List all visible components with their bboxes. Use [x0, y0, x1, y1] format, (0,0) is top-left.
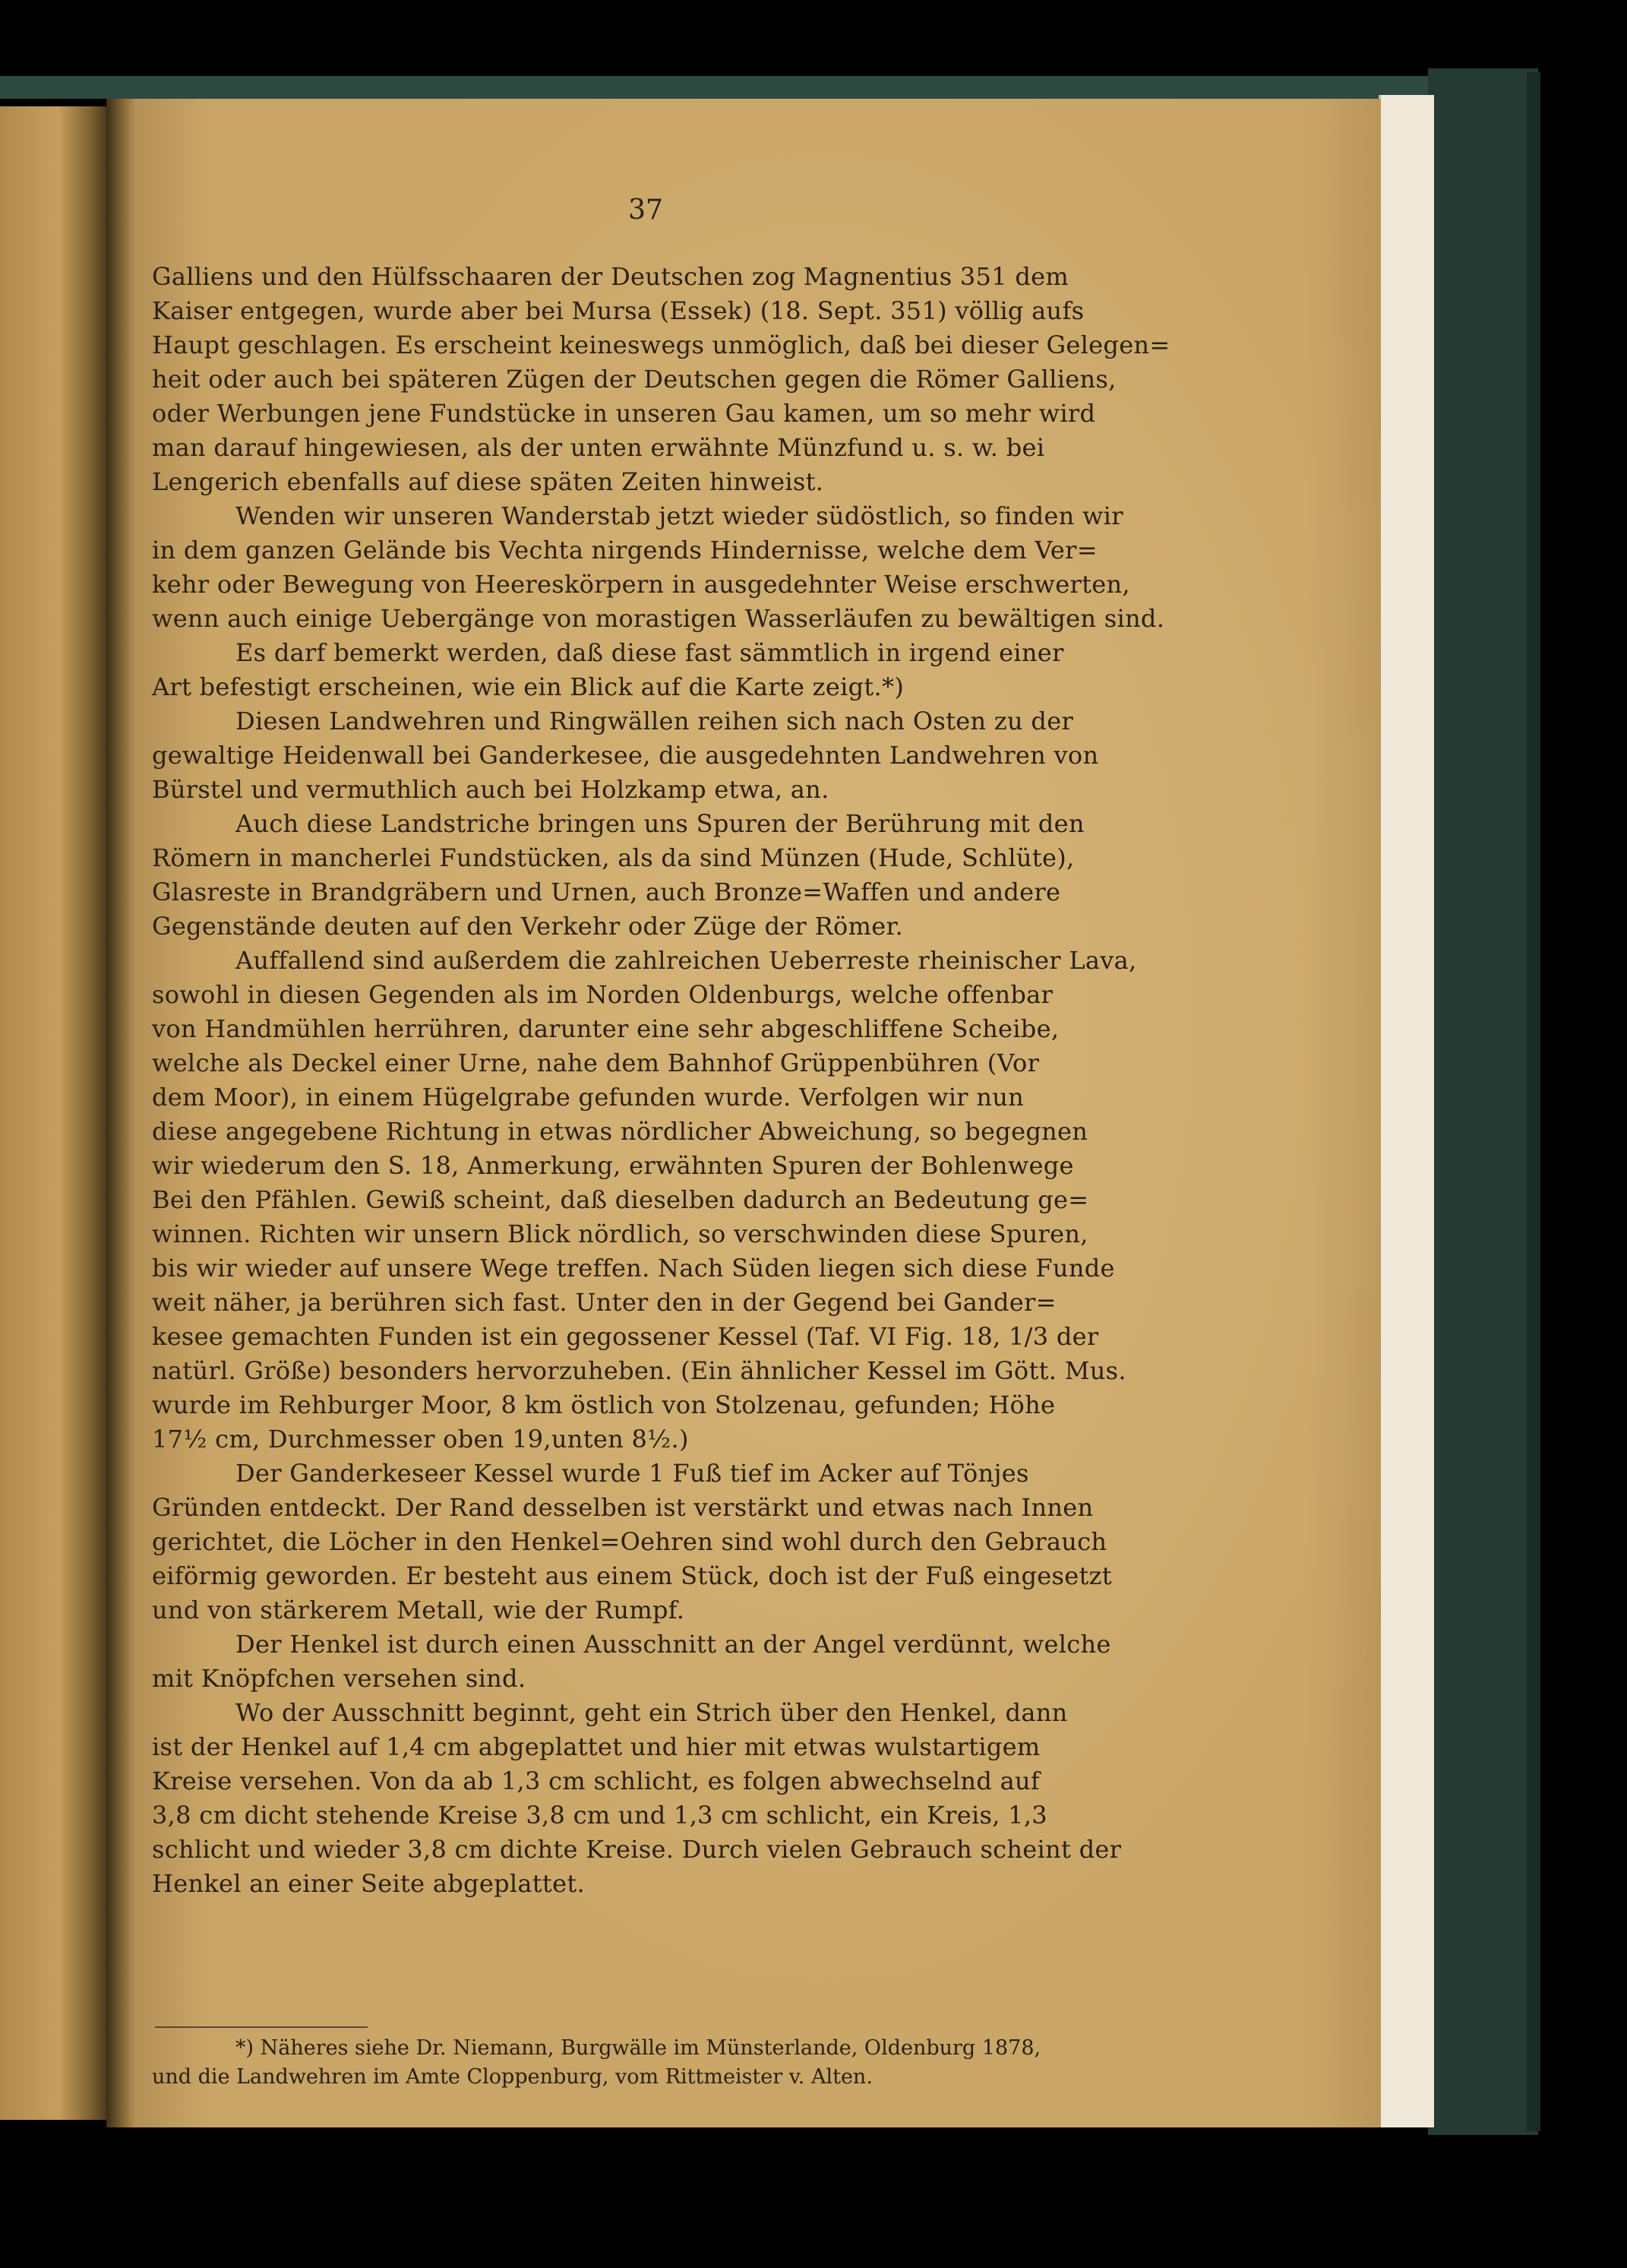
text-line: gewaltige Heidenwall bei Ganderkesee, die ausgedehnten Landwehren von	[152, 741, 1099, 770]
text-line: in dem ganzen Gelände bis Vechta nirgends Hindernisse, welche dem Ver=	[152, 536, 1098, 565]
page-block-edge	[1379, 95, 1434, 2127]
text-line: schlicht und wieder 3,8 cm dichte Kreise. Durch vielen Gebrauch scheint der	[152, 1835, 1122, 1864]
text-line: winnen. Richten wir unsern Blick nördlich, so verschwinden diese Spuren,	[152, 1219, 1088, 1248]
text-line: sowohl in diesen Gegenden als im Norden Oldenburgs, welche offenbar	[152, 980, 1054, 1009]
facing-page-left	[0, 106, 106, 2120]
text-line: natürl. Größe) besonders hervorzuheben. (Ein ähnlicher Kessel im Gött. Mus.	[152, 1356, 1126, 1385]
text-line: Auch diese Landstriche bringen uns Spuren der Berührung mit den	[235, 809, 1085, 838]
text-line: gerichtet, die Löcher in den Henkel=Oehren sind wohl durch den Gebrauch	[152, 1527, 1107, 1556]
text-line: oder Werbungen jene Fundstücke in unseren Gau kamen, um so mehr wird	[152, 399, 1096, 428]
text-line: Art befestigt erscheinen, wie ein Blick auf die Karte zeigt.*)	[152, 672, 905, 701]
text-line: Gründen entdeckt. Der Rand desselben ist verstärkt und etwas nach Innen	[152, 1493, 1094, 1522]
text-line: kehr oder Bewegung von Heereskörpern in ausgedehnter Weise erschwerten,	[152, 570, 1130, 599]
text-line: Römern in mancherlei Fundstücken, als da sind Münzen (Hude, Schlüte),	[152, 843, 1075, 872]
text-line: eiförmig geworden. Er besteht aus einem Stück, doch ist der Fuß eingesetzt	[152, 1561, 1112, 1590]
text-line: Auffallend sind außerdem die zahlreichen Ueberreste rheinischer Lava,	[235, 946, 1137, 975]
text-line: Glasreste in Brandgräbern und Urnen, auch Bronze=Waffen und andere	[152, 878, 1061, 906]
text-line: dem Moor), in einem Hügelgrabe gefunden wurde. Verfolgen wir nun	[152, 1083, 1025, 1112]
text-line: wir wiederum den S. 18, Anmerkung, erwähnten Spuren der Bohlenwege	[152, 1151, 1074, 1180]
book-cover-top-edge	[0, 76, 1466, 99]
text-line: Der Henkel ist durch einen Ausschnitt an der Angel verdünnt, welche	[235, 1630, 1111, 1659]
footnote-line: und die Landwehren im Amte Cloppenburg, vom Rittmeister v. Alten.	[152, 2065, 873, 2089]
text-line: Wo der Ausschnitt beginnt, geht ein Strich über den Henkel, dann	[235, 1698, 1068, 1727]
book-page	[135, 99, 1381, 2127]
book-cover-right-edge	[1428, 68, 1538, 2135]
text-line: von Handmühlen herrühren, darunter eine sehr abgeschliffene Scheibe,	[152, 1014, 1060, 1043]
text-line: Henkel an einer Seite abgeplattet.	[152, 1869, 585, 1898]
text-line: wenn auch einige Uebergänge von morastigen Wasserläufen zu bewältigen sind.	[152, 604, 1165, 633]
text-line: diese angegebene Richtung in etwas nördlicher Abweichung, so begegnen	[152, 1117, 1088, 1146]
text-line: Kaiser entgegen, wurde aber bei Mursa (Essek) (18. Sept. 351) völlig aufs	[152, 296, 1085, 325]
text-line: Haupt geschlagen. Es erscheint keineswegs unmöglich, daß bei dieser Gelegen=	[152, 331, 1170, 359]
text-line: Galliens und den Hülfsschaaren der Deutschen zog Magnentius 351 dem	[152, 262, 1069, 291]
text-line: 17½ cm, Durchmesser oben 19,unten 8½.)	[152, 1425, 689, 1453]
text-line: Diesen Landwehren und Ringwällen reihen sich nach Osten zu der	[235, 707, 1074, 735]
text-line: welche als Deckel einer Urne, nahe dem Bahnhof Grüppenbühren (Vor	[152, 1049, 1040, 1077]
footnote-divider	[155, 2026, 368, 2028]
footnote-line: *) Näheres siehe Dr. Niemann, Burgwälle im Münsterlande, Oldenburg 1878,	[235, 2036, 1041, 2060]
text-line: und von stärkerem Metall, wie der Rumpf.	[152, 1596, 685, 1624]
text-line: Kreise versehen. Von da ab 1,3 cm schlicht, es folgen abwechselnd auf	[152, 1767, 1041, 1795]
text-line: heit oder auch bei späteren Zügen der Deutschen gegen die Römer Galliens,	[152, 365, 1117, 394]
text-line: kesee gemachten Funden ist ein gegossener Kessel (Taf. VI Fig. 18, 1/3 der	[152, 1322, 1099, 1351]
text-line: Bürstel und vermuthlich auch bei Holzkamp etwa, an.	[152, 775, 829, 804]
text-line: Es darf bemerkt werden, daß diese fast sämmtlich in irgend einer	[235, 638, 1064, 667]
text-line: weit näher, ja berühren sich fast. Unter den in der Gegend bei Gander=	[152, 1288, 1057, 1317]
text-line: ist der Henkel auf 1,4 cm abgeplattet und hier mit etwas wulstartigem	[152, 1732, 1041, 1761]
text-line: wurde im Rehburger Moor, 8 km östlich von Stolzenau, gefunden; Höhe	[152, 1390, 1056, 1419]
text-line: 3,8 cm dicht stehende Kreise 3,8 cm und 1,3 cm schlicht, ein Kreis, 1,3	[152, 1801, 1047, 1830]
book-cover-spine-shadow	[1527, 72, 1540, 2131]
text-line: man darauf hingewiesen, als der unten erwähnte Münzfund u. s. w. bei	[152, 433, 1045, 462]
text-line: Der Ganderkeseer Kessel wurde 1 Fuß tief im Acker auf Tönjes	[235, 1459, 1029, 1488]
page-number: 37	[628, 195, 663, 226]
text-line: bis wir wieder auf unsere Wege treffen. Nach Süden liegen sich diese Funde	[152, 1254, 1115, 1283]
book-gutter	[106, 99, 137, 2127]
text-line: Gegenstände deuten auf den Verkehr oder Züge der Römer.	[152, 912, 903, 941]
text-line: mit Knöpfchen versehen sind.	[152, 1664, 526, 1693]
text-line: Wenden wir unseren Wanderstab jetzt wieder südöstlich, so finden wir	[235, 501, 1123, 530]
text-line: Bei den Pfählen. Gewiß scheint, daß dieselben dadurch an Bedeutung ge=	[152, 1185, 1089, 1214]
text-line: Lengerich ebenfalls auf diese späten Zeiten hinweist.	[152, 467, 824, 496]
